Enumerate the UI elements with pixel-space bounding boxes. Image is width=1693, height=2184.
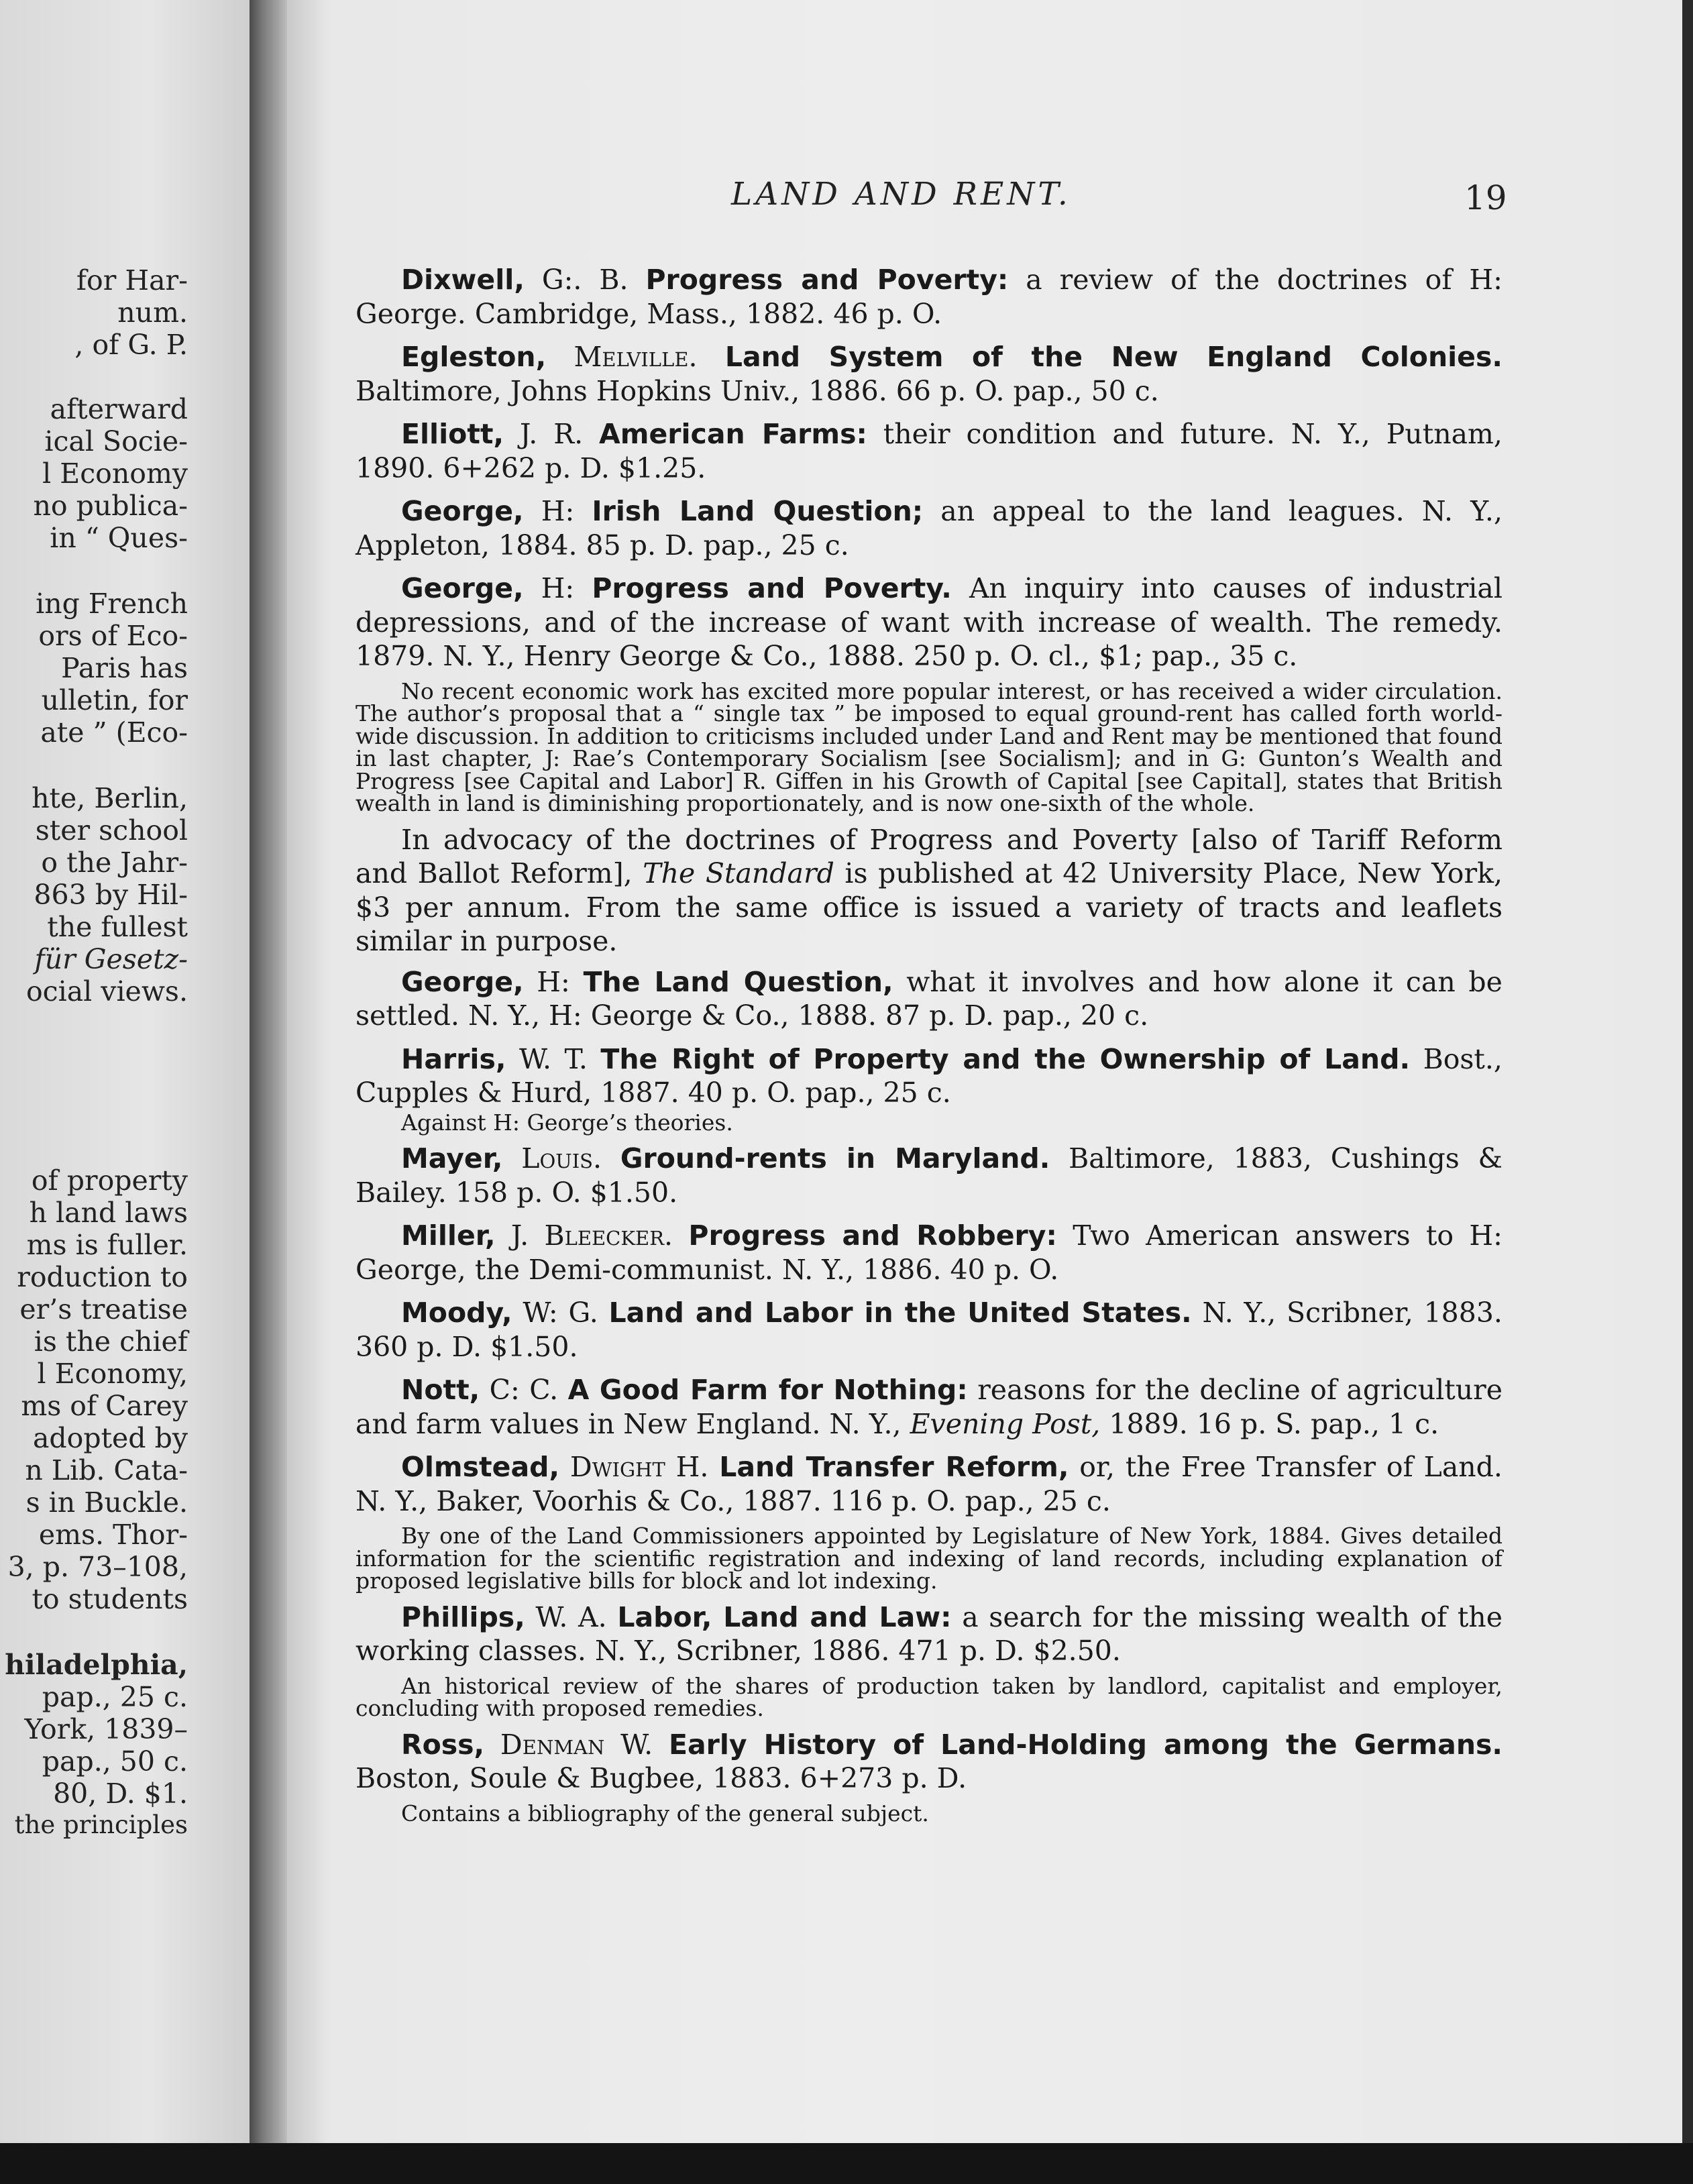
facing-page-text: ate ” (Eco-: [40, 716, 188, 749]
entry-phillips: [356, 1600, 1503, 1668]
entry-author: Harris,: [401, 1042, 506, 1075]
entry-imprint: Baltimore, Johns Hopkins Univ., 1886. 66 p. O. pap., 50 c.: [356, 374, 1159, 407]
paragraph-text: is published at 42 University Place, New York, $3 per annum. From the same office is issued a variety of tracts and leaflets similar in purpose.: [356, 857, 1503, 957]
entry-title: Irish Land Question;: [592, 495, 924, 527]
facing-page-text: the principles: [14, 1810, 188, 1839]
facing-page-text: to students: [32, 1583, 188, 1615]
facing-page-text: 80, D. $1.: [53, 1778, 188, 1810]
facing-page-text: ors of Eco-: [38, 620, 188, 652]
facing-page-text: 863 by Hil-: [34, 879, 188, 911]
periodical-title: The Standard: [643, 857, 834, 889]
entry-title: Progress and Poverty.: [592, 572, 952, 604]
entry-annotation: Against H: George’s theories.: [401, 1109, 733, 1136]
facing-page-text: pap., 50 c.: [42, 1745, 188, 1778]
facing-page-text: for Har-: [76, 264, 188, 296]
facing-page-fragment: [0, 0, 250, 2184]
entry-title: Early History of Land-Holding among the Germans.: [668, 1728, 1503, 1761]
facing-page-text: n Lib. Cata-: [25, 1454, 188, 1486]
entry-author: Dixwell,: [401, 264, 525, 296]
facing-page-text: l Economy,: [37, 1358, 188, 1390]
facing-page-text: num.: [117, 296, 188, 329]
entry-george-irish: [356, 494, 1503, 562]
facing-page-text: York, 1839–: [24, 1713, 188, 1745]
periodical-title: Evening Post,: [910, 1407, 1101, 1440]
entry-author: Nott,: [401, 1374, 480, 1406]
entry-name: Dwight H.: [569, 1451, 709, 1483]
running-head: LAND AND RENT.: [731, 176, 1071, 213]
advocacy-paragraph: [356, 823, 1503, 959]
entry-name: Melville.: [574, 341, 698, 373]
facing-page-text: h land laws: [29, 1197, 188, 1229]
entry-author: Ross,: [401, 1728, 485, 1761]
facing-page-text: in “ Ques-: [50, 522, 188, 554]
entry-title: The Land Question,: [583, 965, 893, 998]
entry-name: W. A.: [535, 1600, 607, 1633]
entry-imprint: a review of the doctrines of H: George. Cambridge, Mass., 1882. 46 p. O.: [356, 264, 1503, 330]
entry-name: Denman W.: [500, 1728, 653, 1761]
entry-imprint: An inquiry into causes of industrial depressions, and of the increase of want with increase of wealth. The remedy. 1879. N. Y., Henry George & Co., 1888. 250 p. O. cl., $1; pap., 35 c.: [356, 572, 1503, 672]
entry-annotation: Contains a bibliography of the general subject.: [401, 1800, 929, 1826]
entry-imprint: Baltimore, 1883, Cushings & Bailey. 158 p. O. $1.50.: [356, 1142, 1503, 1209]
entry-title: Progress and Poverty:: [645, 264, 1009, 296]
entry-imprint: a search for the missing wealth of the working classes. N. Y., Scribner, 1886. 471 p. D. $2.50.: [356, 1600, 1503, 1667]
facing-page-text: ulletin, for: [41, 684, 188, 716]
entry-george-land-question: [356, 965, 1503, 1033]
entry-annotation: An historical review of the shares of production taken by landlord, capitalist and employer, concluding with proposed remedies.: [356, 1672, 1503, 1721]
entry-author: George,: [401, 572, 524, 604]
entry-ross: [356, 1728, 1503, 1796]
facing-page-text: ing French: [36, 588, 188, 620]
entry-miller: [356, 1219, 1503, 1287]
facing-page-text: hte, Berlin,: [32, 782, 188, 814]
entry-imprint: their condition and future. N. Y., Putnam, 1890. 6+262 p. D. $1.25.: [356, 418, 1503, 484]
page-edge: [1682, 0, 1693, 2143]
entry-imprint: Bost., Cupples & Hurd, 1887. 40 p. O. pap., 25 c.: [356, 1042, 1503, 1109]
entry-name: H:: [541, 572, 575, 604]
entry-name: H:: [537, 965, 570, 998]
entry-imprint: N. Y., Scribner, 1883. 360 p. D. $1.50.: [356, 1297, 1503, 1363]
entry-title: American Farms:: [599, 418, 867, 450]
page-number: 19: [1464, 178, 1507, 217]
facing-page-text: ster school: [35, 814, 188, 847]
entry-imprint: what it involves and how alone it can be settled. N. Y., H: George & Co., 1888. 87 p. D. pap., 20 c.: [356, 965, 1503, 1032]
entry-title: Progress and Robbery:: [688, 1219, 1057, 1252]
entry-author: Egleston,: [401, 341, 547, 373]
entry-title: Land Transfer Reform,: [719, 1451, 1069, 1483]
entry-annotation: No recent economic work has excited more popular interest, or has received a wider circulation. The author’s proposal that a “ single tax ” be imposed to equal ground-rent has called forth world-wide discussion. In addition to criticisms included under Land and Rent may be mentioned that found in last chapter, J: Rae’s Contemporary Socialism [see Socialism]; and in G: Gunton’s Wealth and Progress [see Capital and Labor] R. Giffen in his Growth of Capital [see Capital], states that British wealth in land is diminishing proportionately, and is now one-sixth of the whole.: [356, 677, 1503, 816]
facing-page-text: of property: [31, 1164, 188, 1197]
facing-page-text: o the Jahr-: [41, 847, 188, 879]
paragraph-text: In advocacy of the doctrines of Progress and Poverty [also of Tariff Reform and Ballot Reform],: [356, 823, 1503, 889]
entry-annotation: By one of the Land Commissioners appointed by Legislature of New York, 1884. Gives detailed information for the scientific registration and indexing of land records, including explanation of proposed legislative bills for block and lot indexing.: [356, 1523, 1503, 1594]
facing-page-text: 3, p. 73–108,: [7, 1551, 188, 1583]
entry-imprint: reasons for the decline of agriculture and farm values in New England. N. Y.,: [356, 1374, 1503, 1440]
facing-page-text: ms of Carey: [21, 1390, 188, 1422]
facing-page-text: adopted by: [32, 1422, 188, 1454]
entry-author: Olmstead,: [401, 1451, 560, 1483]
facing-page-text: no publica-: [33, 490, 188, 522]
entry-title: A Good Farm for Nothing:: [567, 1374, 968, 1406]
entry-imprint: Boston, Soule & Bugbee, 1883. 6+273 p. D.: [356, 1762, 967, 1794]
entry-author: Mayer,: [401, 1142, 503, 1175]
entry-author: Moody,: [401, 1297, 512, 1329]
facing-page-text: the fullest: [47, 911, 188, 943]
facing-page-text: s in Buckle.: [25, 1486, 188, 1519]
entry-name: C: C.: [489, 1374, 559, 1406]
facing-page-text: l Economy: [42, 457, 188, 490]
facing-page-text: roduction to: [17, 1261, 188, 1293]
entry-imprint: 1889. 16 p. S. pap., 1 c.: [1109, 1407, 1439, 1440]
entry-name: J. R.: [520, 418, 584, 450]
book-gutter: [250, 0, 287, 2184]
facing-page-text: ms is fuller.: [26, 1229, 188, 1261]
bibliography-list: [356, 263, 1503, 1833]
facing-page-text: für Gesetz-: [34, 943, 188, 975]
entry-title: The Right of Property and the Ownership of Land.: [600, 1042, 1411, 1075]
facing-page-text: ical Socie-: [44, 425, 188, 457]
facing-page-text: er’s treatise: [19, 1293, 188, 1325]
entry-name: J. Bleecker.: [510, 1219, 673, 1252]
facing-page-text: , of G. P.: [74, 329, 188, 361]
scan-border: [0, 2143, 1693, 2184]
entry-imprint: an appeal to the land leagues. N. Y., Appleton, 1884. 85 p. D. pap., 25 c.: [356, 495, 1503, 561]
entry-title: Ground-rents in Maryland.: [620, 1142, 1050, 1175]
entry-egleston: [356, 340, 1503, 408]
entry-imprint: Two American answers to H: George, the Demi-communist. N. Y., 1886. 40 p. O.: [356, 1219, 1503, 1286]
facing-page-text: pap., 25 c.: [42, 1681, 188, 1713]
entry-name: W. T.: [518, 1042, 588, 1075]
entry-moody: [356, 1296, 1503, 1364]
entry-elliott: [356, 417, 1503, 485]
entry-title: Labor, Land and Law:: [617, 1600, 952, 1633]
entry-dixwell: [356, 263, 1503, 331]
entry-nott: [356, 1373, 1503, 1441]
entry-name: G:. B.: [541, 264, 629, 296]
entry-mayer: [356, 1142, 1503, 1209]
entry-name: W: G.: [523, 1297, 598, 1329]
entry-author: Phillips,: [401, 1600, 525, 1633]
facing-page-text: afterward: [50, 393, 188, 425]
entry-title: Land and Labor in the United States.: [608, 1297, 1192, 1329]
entry-george-progress: [356, 571, 1503, 673]
entry-name: Louis.: [521, 1142, 602, 1175]
facing-page-text: ocial views.: [25, 975, 188, 1007]
entry-title: Land System of the New England Colonies.: [724, 341, 1503, 373]
facing-page-text: hiladelphia,: [5, 1649, 188, 1681]
entry-olmstead: [356, 1450, 1503, 1518]
facing-page-text: ems. Thor-: [38, 1519, 188, 1551]
entry-author: Elliott,: [401, 418, 504, 450]
entry-author: George,: [401, 495, 524, 527]
entry-author: Miller,: [401, 1219, 496, 1252]
entry-author: George,: [401, 965, 524, 998]
entry-name: H:: [541, 495, 575, 527]
entry-harris: [356, 1042, 1503, 1110]
facing-page-text: Paris has: [61, 652, 188, 684]
entry-imprint: or, the Free Transfer of Land. N. Y., Baker, Voorhis & Co., 1887. 116 p. O. pap., 25 c.: [356, 1451, 1503, 1517]
facing-page-text: is the chief: [34, 1325, 188, 1358]
